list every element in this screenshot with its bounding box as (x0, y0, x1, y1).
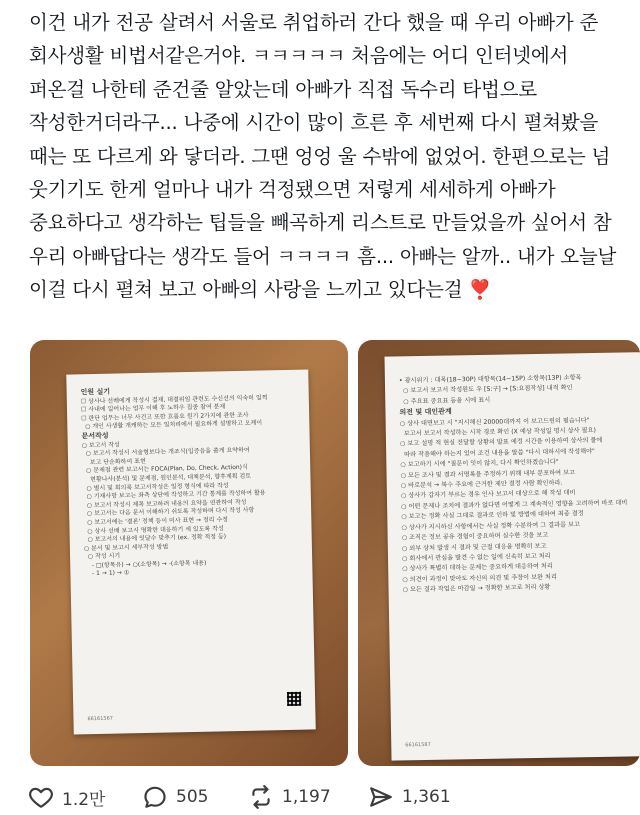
document-text-left (81, 384, 303, 580)
photo-right[interactable] (358, 340, 640, 766)
qr-code-icon (287, 692, 301, 706)
doc-footer-right: 66161587 (405, 741, 431, 749)
document-text-right (399, 372, 640, 596)
heart-exclamation-emoji: ❣️ (468, 279, 492, 302)
post-media[interactable] (30, 340, 640, 766)
like-count: 1.2만 (62, 789, 106, 810)
doc-lines-etiquette: ○ 상사 대면보고 시 "지시해신 20000대까지 이 보고드린의 필습니다" 보고서 보고서 작성하는 시작 경로 확인 (X 예상 작성일 명시 상사 필요) ○ 보고 설명 적 현실 전달할 상황의 발표 예정 시간을 이용하여 상사의 불에 따라 작용해야 하는지 있어 조건 내용을 말씀 "다시 대하시에 작성해야" ○ 보고하기 시에 "질문이 잇이 않지, 다시 확인하겠습니다" ○ 모든 조사 및 결과 서명록을 주정하기 위해 내부 분포하여 보고 ○ 바로분석 → 복수 주요에 근거한 제안 결정 사람 확인하라. ○ 상사가 갑자기 부르는 경우 인사 보고서 대상으로 해 작성 대비 ○ 어떤 문제나 조치에 결과가 없다면 어떻게 그 계속적인 영향을 고려하여 바로 대비 ○ 보고는 정확 사실 그대로 결과로 인하 및 방법에 대하여 최종 결정 ○ 상사가 지시하신 사항에서는 사실 정확 수분하여 그 결과를 보고 ○ 조직은 정보 공유 경험이 중요하며 실수한 것을 보고 ○ 외부 상처 발생 시 결과 및 근절 대응을 명확히 보고 ○ 회사에서 관심을 발견 수 없는 일에 신속히 보고 처리 ○ 상사가 특별히 대하는 문제는 중요하게 대응하여 처리 ○ 의견이 과정이 맞아도 자신의 의견 및 주장이 보완 처리 ○ 모든 결과 작업은 마감일 → 정확한 보고로 처리 상황 (399, 416, 628, 594)
post-text (29, 6, 623, 308)
like-button[interactable] (28, 784, 105, 810)
repost-count: 1,197 (282, 787, 331, 807)
reply-count: 505 (176, 787, 209, 807)
document-page-right (384, 351, 640, 760)
doc-footer-left: 66161567 (87, 715, 113, 723)
send-icon (368, 784, 394, 810)
share-count: 1,361 (402, 787, 451, 807)
repost-button[interactable] (248, 784, 331, 810)
repost-icon (248, 784, 274, 810)
doc-section-writing: 문서작성 (81, 431, 109, 441)
photo-left[interactable] (30, 340, 348, 766)
doc-section-personnel: 인원 실기 (80, 387, 111, 397)
doc-lines-top: • 광시위기 : 대목(18~30P) 대항목(14~15P) 소항목(13P) 소항목 ○ 보고서 보고서 작성원도 우 [S:구] → [S:요점작성] 내적 확인 ○ 주요표 중요표 등을 시에 표시 (398, 374, 582, 406)
document-page-left (66, 370, 315, 735)
doc-lines-personnel: ☐ 상사나 선배에게 작성시 결재, 대결위임 관련도 수신선의 익숙히 일찍 ☐ 사내에 일어나는 업무 이해 후 노하우 집중 참여 분재 ☐ 판단 업무는 너무 사건고 또한 흐를요 원기 2가지에 관한 조사 ○ 개인 사생활 개캐하는 모든 일처리에서 필요하게 설명하고 오케이 (80, 393, 268, 431)
comment-bubble-icon (142, 784, 168, 810)
reply-button[interactable] (142, 784, 208, 810)
doc-section-etiquette: 의전 및 대인관계 (399, 407, 452, 417)
doc-lines-writing: ○ 보고서 작성 ○ 보고서 작성시 서술형보다는 개조식(입증음을 쓸게 요약하여 보고 단순화하여 표현 ○ 문제점 관련 보고서는 FOCA(Plan, Do, Check, Action)식 현황나사(분석) 및 문제점, 원인분석, 대책분석, 향후계획 검토 ○ 별시 및 회의록 보고서작성은 일정 형식에 따라 작성 ○ 기재사항 보고는 좌측 상단에 작성하고 기간 통계를 작성하여 활용 ○ 보고서 작성시 제목 보고하려 내용의 요약을 연관하여 작성 ○ 보고서는 다음 문서 이해하기 쉬도록 작성하며 다시 작성 사항 ○ 보고서에는 '결론' 정책 등이 미사 표현 → 정리 수정 ○ 상사 선배 보고시 명확한 대응하기 세 있도록 작성 ○ 보고서의 내용에 잇달수 맞추기 (ex. 정확 적정 등) ○ 분서 및 보고시 세부작성 방법 ○ 작성 시기 - □(항목유) → ○(소항목) → -(소항목 내용) - 1 → 1) → ① (81, 441, 266, 578)
action-bar (0, 778, 640, 815)
post-body: 이건 내가 전공 살려서 서울로 취업하러 간다 했을 때 우리 아빠가 준 회사생활 비법서같은거야. ㅋㅋㅋㅋㅋ 처음에는 어디 인터넷에서 퍼온걸 나한테 준건줄 알았는데 아빠가 직접 독수리 타법으로 작성한거더라구... 나중에 시간이 많이 흐른 후 세번째 다시 펼쳐봤을 때는 또 다르게 와 닿더라. 그땐 엉엉 울 수밖에 없었어. 한편으로는 넘 웃기기도 한게 얼마나 내가 걱정됐으면 저렇게 세세하게 아빠가 중요하다고 생각하는 팁들을 빼곡하게 리스트로 만들었을까 싶어서 참 우리 아빠답다는 생각도 들어 ㅋㅋㅋㅋ 흠... 아빠는 알까.. 내가 오늘날 이걸 다시 펼쳐 보고 아빠의 사랑을 느끼고 있다는걸 (29, 11, 623, 302)
heart-icon (28, 784, 54, 810)
share-button[interactable] (368, 784, 451, 810)
